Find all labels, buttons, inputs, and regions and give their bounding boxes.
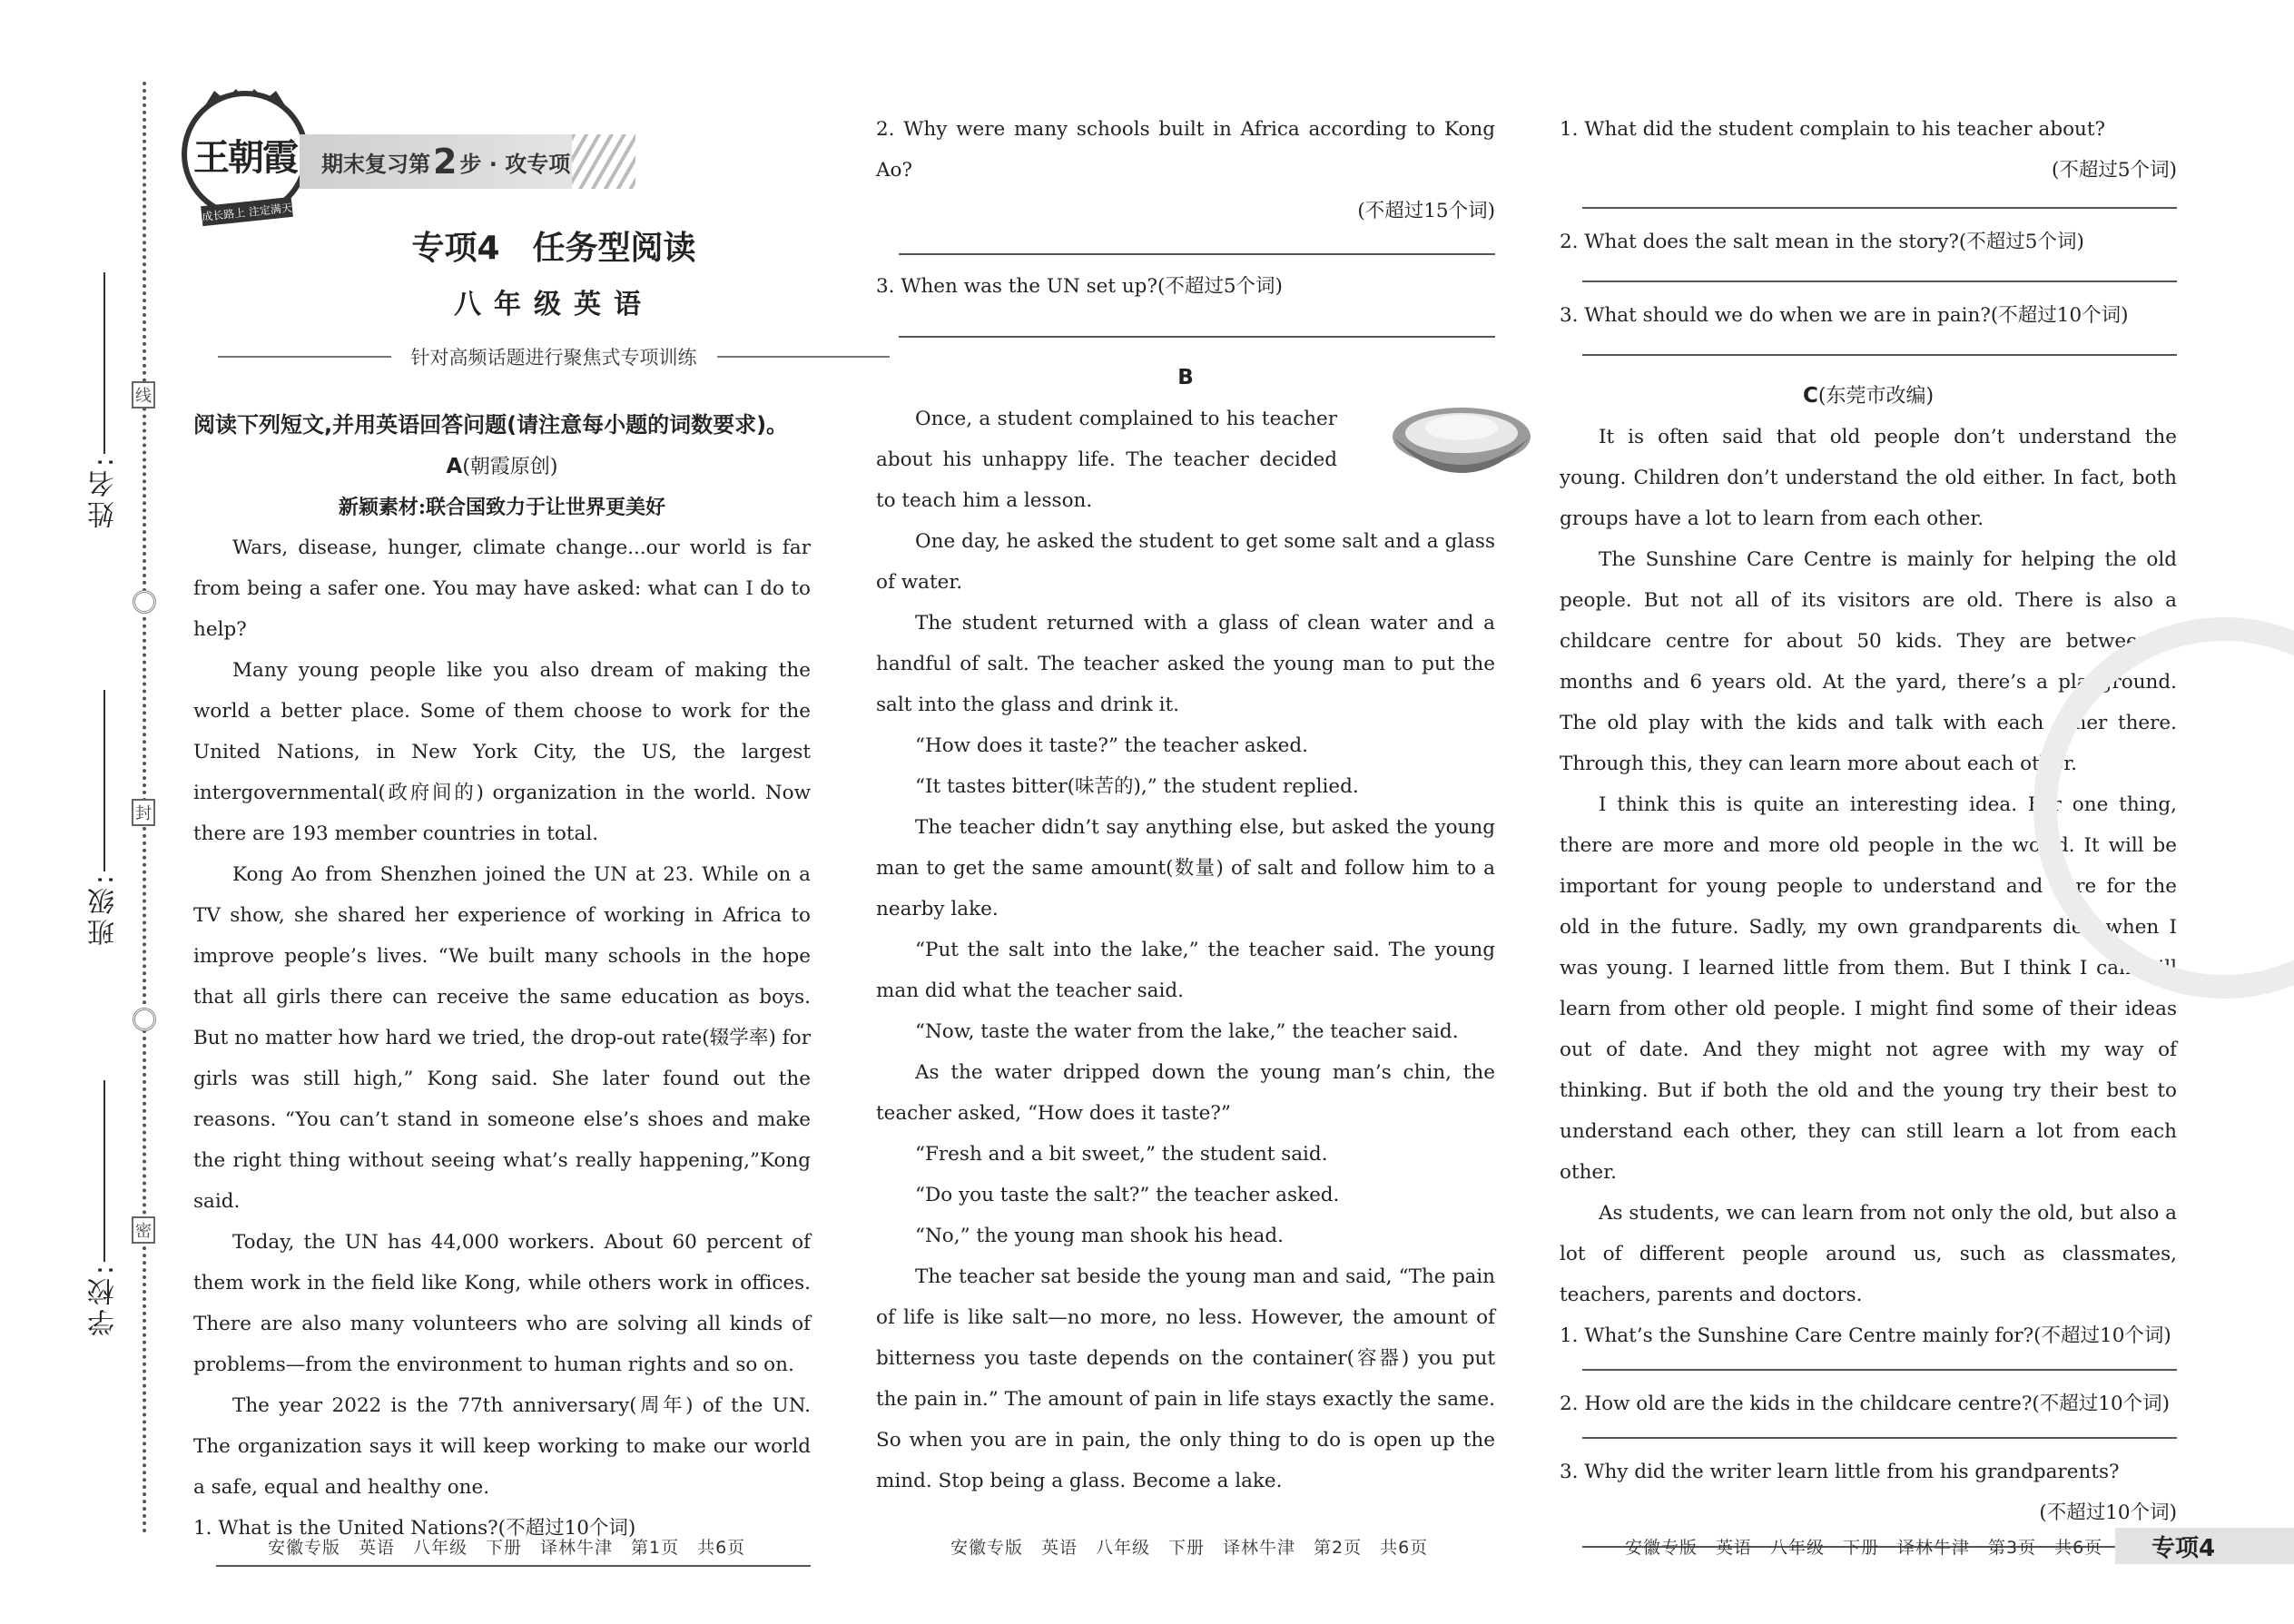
binding-strip (0, 0, 191, 1624)
school-field (86, 1080, 123, 1336)
name-line (103, 272, 105, 454)
question-a3: 3. When was the UN set up?(不超过5个词) (876, 275, 1283, 298)
answer-line-c1[interactable] (1582, 1369, 2177, 1371)
paragraph: The year 2022 is the 77th anniversary(周年) of the UN. The organization says it will keep working to make our world a safe, equal and healthy one. (193, 1394, 811, 1499)
class-field (86, 690, 123, 946)
paragraph: One day, he asked the student to get some salt and a glass of water. (876, 530, 1495, 594)
class-label: 班级: (88, 871, 120, 947)
section-c-letter: C (1802, 384, 1818, 408)
answer-line-b1[interactable] (1582, 207, 2177, 209)
seal-char-feng: 封 (132, 799, 155, 826)
paragraph: Wars, disease, hunger, climate change...our world is far from being a safer one. You may have asked: what can I do to help? (193, 536, 811, 641)
question-a2: 2. Why were many schools built in Africa according to Kong Ao? (876, 118, 1495, 182)
paragraph: “Do you taste the salt?” the teacher asked. (915, 1184, 1340, 1206)
answer-line-c2[interactable] (1582, 1437, 2177, 1439)
class-line (103, 690, 105, 871)
paragraph: Today, the UN has 44,000 workers. About 60 percent of them work in the field like Kong, while others work in offices. There are also many volunteers who are solving all kinds of problems—from the environment to human rights and so on. (193, 1231, 811, 1376)
page-footer-1: 安徽专版 英语 八年级 下册 译林牛津 第1页 共6页 (268, 1538, 746, 1558)
school-label: 学校: (88, 1262, 120, 1337)
logo-ribbon: 成长路上 注定满天 (201, 197, 293, 226)
section-b-head (876, 358, 1495, 399)
question-b2: 2. What does the salt mean in the story?(不超过5个词) (1560, 231, 2084, 253)
page-footer-3: 安徽专版 英语 八年级 下册 译林牛津 第3页 共6页 (1625, 1538, 2103, 1558)
section-b-letter: B (1177, 366, 1194, 389)
banner-step-number: 2 (433, 142, 458, 182)
section-tab (2115, 1528, 2294, 1564)
section-a-head (193, 447, 811, 487)
page-footer-2: 安徽专版 英语 八年级 下册 译林牛津 第2页 共6页 (950, 1538, 1429, 1558)
answer-line-b3[interactable] (1582, 354, 2177, 356)
question-a1: 1. What is the United Nations?(不超过10个词) (193, 1517, 636, 1540)
paragraph: “How does it taste?” the teacher asked. (915, 734, 1308, 757)
question-c3: 3. Why did the writer learn little from his grandparents? (1560, 1461, 2120, 1483)
answer-line-b2[interactable] (1582, 281, 2177, 282)
school-line (103, 1080, 105, 1262)
material-label: 新颖素材: (338, 496, 427, 519)
instruction: 阅读下列短文,并用英语回答问题(请注意每小题的词数要求)。 (193, 412, 789, 438)
paragraph: I think this is quite an interesting idea. For one thing, there are more and more old people in the world. It will be important for young people to understand and care for the old in the future. Sadly, my own grandparents died when I was young. I learned little from them. But I think I can still learn from other old people. I might find some of their ideas out of date. And they might not agree with my way of thinking. But if both the old and the young try their best to understand each other, they can still learn a lot from each other. (1560, 793, 2177, 1184)
section-c-source: (东莞市改编) (1817, 385, 1935, 408)
paragraph: “Now, taste the water from the lake,” the teacher said. (915, 1020, 1459, 1043)
question-b1: 1. What did the student complain to his teacher about? (1560, 118, 2106, 141)
name-label: 姓名: (88, 454, 120, 529)
paragraph: As students, we can learn from not only the old, but also a lot of different people around us, such as classmates, teachers, parents and doctors. (1560, 1202, 2177, 1306)
paragraph: The student returned with a glass of clean water and a handful of salt. The teacher asked the young man to put the salt into the glass and drink it. (876, 612, 1495, 716)
paragraph: Many young people like you also dream of making the world a better place. Some of them choose to work for the United Nations, in New York City, the US, the largest intergovernmental(政府间的) organization in the world. Now there are 193 member countries in total. (193, 659, 811, 845)
answer-line-a1[interactable] (216, 1565, 811, 1567)
section-c-head (1560, 376, 2177, 417)
question-b3: 3. What should we do when we are in pain?(不超过10个词) (1560, 304, 2129, 327)
question-b1-limit: (不超过5个词) (2052, 159, 2177, 182)
question-c3-limit: (不超过10个词) (2039, 1501, 2177, 1524)
paragraph: It is often said that old people don’t understand the young. Children don’t understand the old either. In fact, both groups have a lot to learn from each other. (1560, 426, 2177, 530)
name-field (86, 272, 123, 528)
question-c1: 1. What’s the Sunshine Care Centre mainly for?(不超过10个词) (1560, 1324, 2171, 1347)
divider (717, 356, 891, 358)
paragraph-b-first: Once, a student complained to his teacher about his unhappy life. The teacher decided to teach him a lesson. (876, 408, 1337, 512)
paragraph (876, 399, 1495, 521)
banner-suffix: 步 · 攻专项 (459, 151, 571, 177)
paragraph: The teacher didn’t say anything else, but asked the young man to get the same amount(数量) of salt and follow him to a nearby lake. (876, 816, 1495, 920)
tagline-row (218, 343, 890, 370)
paragraph: “Fresh and a bit sweet,” the student said. (915, 1143, 1328, 1166)
divider (218, 356, 391, 358)
answer-line-a3[interactable] (899, 336, 1495, 338)
material-line (193, 487, 811, 527)
paragraph: The teacher sat beside the young man and said, “The pain of life is like salt—no more, no less. However, the amount of bitterness you taste depends on the container(容器) you put the pain in.” The amount of pain in life stays exactly the same. So when you are in pain, the only thing to do is open up the mind. Stop being a glass. Become a lake. (876, 1265, 1495, 1492)
tagline: 针对高频话题进行聚焦式专项训练 (410, 347, 697, 369)
logo-text: 王朝霞 (193, 135, 297, 179)
seal-char-xian: 线 (132, 381, 155, 408)
column-2 (876, 109, 1495, 1501)
banner-stripes (572, 134, 635, 189)
binding-ornament (133, 1008, 156, 1031)
paragraph: “No,” the young man shook his head. (915, 1225, 1284, 1247)
page-subtitle: 八年级英语 (454, 289, 654, 320)
section-a-letter: A (446, 455, 463, 478)
material-text: 联合国致力于让世界更美好 (426, 496, 666, 519)
binding-ornament (133, 590, 156, 614)
paragraph: “Put the salt into the lake,” the teacher said. The young man did what the teacher said. (876, 939, 1495, 1002)
section-tab-label: 专项4 (2151, 1534, 2216, 1562)
salt-bowl-image (1350, 400, 1495, 487)
paragraph: Kong Ao from Shenzhen joined the UN at 23. While on a TV show, she shared her experience of working in Africa to improve people’s lives. “We built many schools in the hope that all girls there can receive the same education as boys. But no matter how hard we tried, the drop-out rate(辍学率) for girls was still high,” Kong said. She later found out the reasons. “You can’t stand in someone else’s shoes and make the right thing without seeing what’s really happening,”Kong said. (193, 863, 811, 1213)
paragraph: The Sunshine Care Centre is mainly for helping the old people. But not all of its visitors are old. There is also a childcare centre for about 50 kids. They are between 2 months and 6 years old. At the yard, there’s a playground. The old play with the kids and talk with each other there. Through this, they can learn more about each other. (1560, 548, 2177, 775)
section-a (193, 447, 811, 1567)
salt-bowl-icon (1389, 400, 1534, 487)
paragraph: “It tastes bitter(味苦的),” the student replied. (915, 775, 1359, 798)
answer-line-a2[interactable] (899, 253, 1495, 255)
section-a-source: (朝霞原创) (462, 456, 558, 478)
question-c2: 2. How old are the kids in the childcare centre?(不超过10个词) (1560, 1393, 2171, 1415)
banner-prefix: 期末复习第 (321, 151, 430, 177)
page-title: 专项4 任务型阅读 (411, 230, 696, 267)
question-a2-limit: (不超过15个词) (1357, 200, 1495, 222)
seal-char-mi: 密 (132, 1216, 155, 1244)
paragraph: As the water dripped down the young man’s chin, the teacher asked, “How does it taste?” (876, 1061, 1495, 1125)
